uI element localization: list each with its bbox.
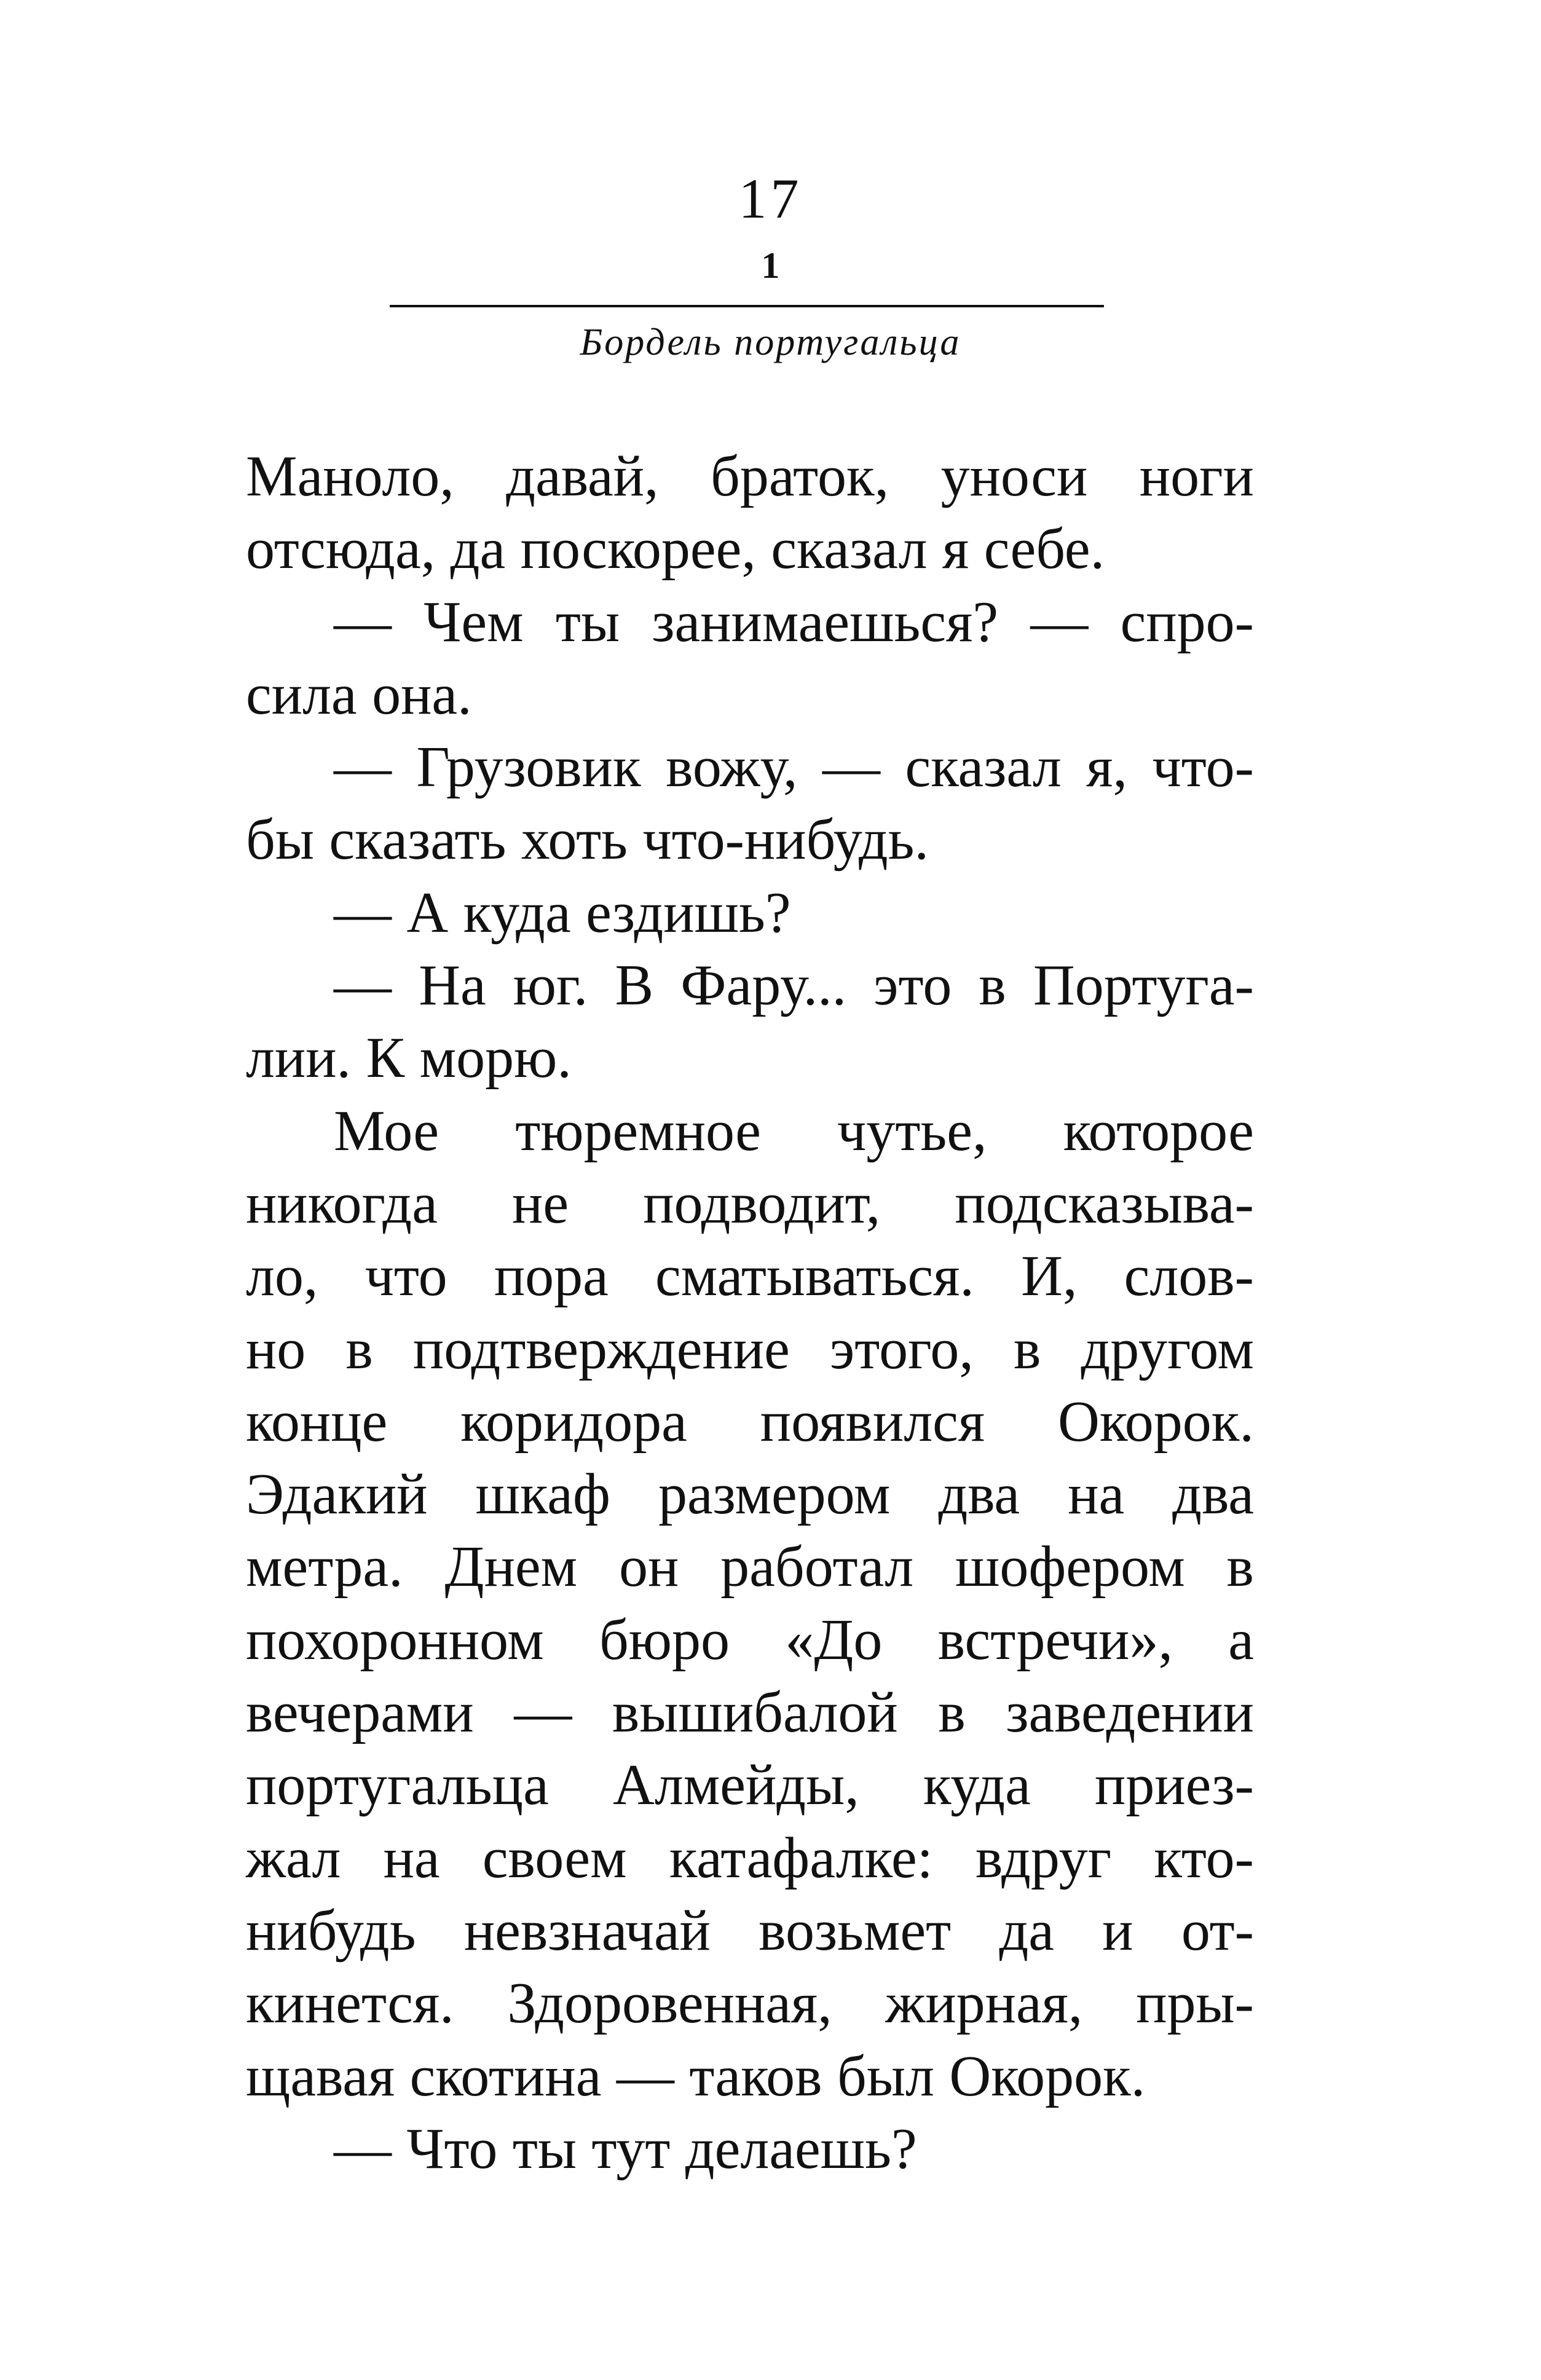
text-line: Эдакий шкаф размером два на два: [246, 1462, 1254, 1527]
text-line: ло, что пора сматываться. И, слов-: [246, 1244, 1254, 1309]
text-line: — А куда ездишь?: [334, 880, 791, 945]
text-line: жал на своем катафалке: вдруг кто-: [246, 1826, 1254, 1890]
text-line: но в подтверждение этого, в другом: [246, 1317, 1254, 1381]
text-line: — На юг. В Фару... это в Португа-: [334, 953, 1254, 1018]
text-line: конце коридора появился Окорок.: [246, 1389, 1254, 1454]
text-line: — Грузовик вожу, — сказал я, что-: [334, 735, 1254, 800]
text-line: кинется. Здоровенная, жирная, пры-: [246, 1971, 1254, 2036]
body-text: [246, 440, 1254, 2185]
text-line: Мое тюремное чутье, которое: [334, 1098, 1254, 1163]
text-line: — Чем ты занимаешься? — спро-: [334, 589, 1254, 654]
text-line: португальца Алмейды, куда приез-: [246, 1753, 1254, 1818]
text-line: нибудь невзначай возьмет да и от-: [246, 1898, 1254, 1963]
text-line: никогда не подводит, подсказыва-: [246, 1171, 1254, 1235]
text-line: метра. Днем он работал шофером в: [246, 1535, 1254, 1599]
text-line: бы сказать хоть что-нибудь.: [246, 808, 929, 872]
text-line: сила она.: [246, 662, 472, 727]
header-divider: [390, 305, 1104, 307]
running-title: Бордель португальца: [580, 321, 961, 363]
text-line: вечерами — вышибалой в заведении: [246, 1681, 1254, 1745]
text-line: лии. К морю.: [246, 1026, 572, 1090]
chapter-number: 1: [761, 245, 780, 286]
page-number: 17: [738, 167, 803, 230]
text-line: отсюда, да поскорее, сказал я себе.: [246, 517, 1105, 581]
text-line: щавая скотина — таков был Окорок.: [246, 2044, 1146, 2108]
text-line: Маноло, давай, браток, уноси ноги: [246, 444, 1254, 508]
text-line: похоронном бюро «До встречи», а: [246, 1607, 1254, 1672]
text-line: — Что ты тут делаешь?: [334, 2116, 917, 2181]
